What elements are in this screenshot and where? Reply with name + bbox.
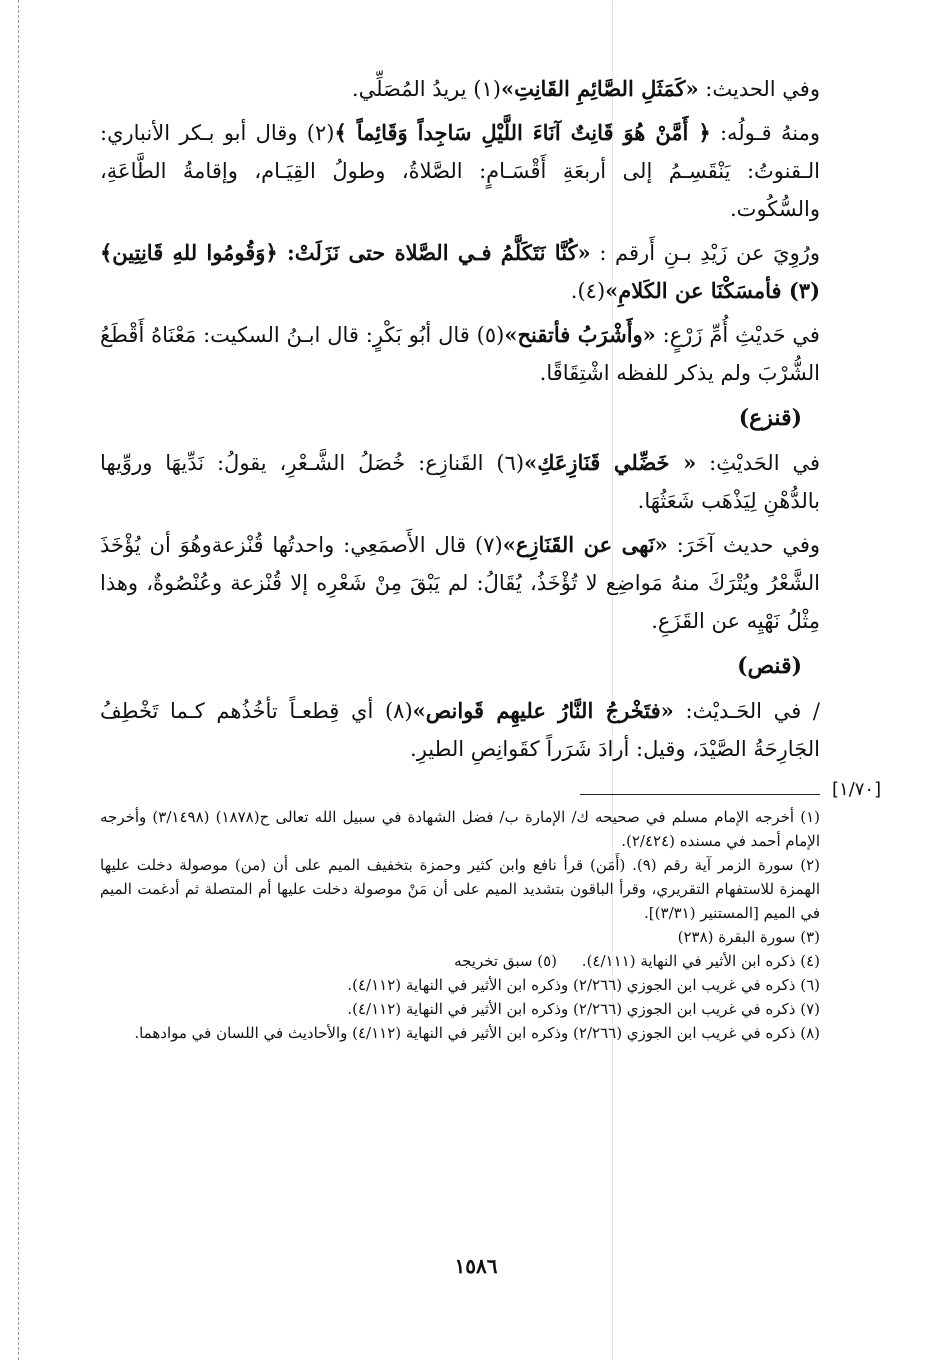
- paragraph-text: (٤).: [570, 279, 606, 303]
- paragraph-lead: في الحَديْثِ:: [709, 451, 820, 475]
- hadith-quote: «نَهى عن القَنَازِع»: [502, 532, 668, 557]
- paragraph-lead: ورُوِيَ عن زَيْدِ بـنِ أَرقم :: [599, 241, 820, 265]
- hadith-quote: «فتَخْرجُ النَّارُ عليهِم قَوانص»: [412, 698, 674, 723]
- paragraph-lead: في حَديْثِ أُمِّ زَرْعٍ:: [662, 323, 820, 347]
- hadith-quote: « خَضِّلي قَنَازِعَكِ»: [524, 450, 697, 475]
- paragraph-3: [100, 234, 820, 310]
- paragraph-text: (٦) القَنازِع: خُصَلُ الشَّـعْرِ، يقولُ: نَدِّيهَا وروِّيها بالدُّهْنِ لِيَذْهَب شَعَثُهَا.: [100, 451, 820, 513]
- page-body: [100, 70, 820, 1045]
- paragraph-lead: وفي الحديث:: [705, 77, 820, 101]
- paragraph-lead: / في الحَـديْث:: [685, 699, 820, 723]
- paragraph-lead: ومنهُ قـولُه:: [719, 121, 820, 145]
- page-number: ١٥٨٦: [454, 1254, 498, 1278]
- paragraph-4: [100, 316, 820, 392]
- footnote-7: (٧) ذكره في غريب ابن الجوزي (٢/٢٦٦) وذكره ابن الأثير في النهاية (٤/١١٢).: [347, 1000, 820, 1018]
- footnote-4: (٤) ذكره ابن الأثير في النهاية (٤/١١١).: [581, 952, 820, 970]
- paragraph-6: [100, 526, 820, 640]
- paragraph-text: (١) يريدُ المُصَلِّي.: [351, 77, 501, 101]
- hadith-quote: «كُنَّا نَتَكَلَّمُ فـي الصَّلاة حتى نَزَلَتْ: ﴿وَقُومُوا للهِ قَانِتِين﴾(٣) فأمسَكْنَا عن الكَلامِ»: [100, 240, 820, 303]
- footnote-4-5: [100, 949, 820, 973]
- hadith-quote: «كَمَثَلِ الصَّائِمِ القَانِتِ»: [500, 76, 699, 101]
- paragraph-text: (٥) قال أبُو بَكْرٍ: قال ابـنُ السكيت: مَعْنَاهُ أَقْطَعُ الشُّرْبَ ولم يذكر للفظه اشْتِقَاقًا.: [100, 323, 820, 385]
- footnote-3: (٣) سورة البقرة (٢٣٨): [677, 928, 820, 946]
- footnotes: [100, 805, 820, 1045]
- paragraph-5: [100, 444, 820, 520]
- page-fold-line: [18, 0, 19, 1360]
- entry-heading-qanas: (قنص): [737, 653, 802, 679]
- paragraph-7: [100, 692, 820, 768]
- main-text: [100, 70, 820, 768]
- quran-verse: ﴿ أَمَّنْ هُوَ قَانِتٌ آنَاءَ اللَّيْلِ سَاجِداً وَقَائِماً ﴾: [334, 120, 711, 145]
- paragraph-text: (٢) وقال أبو بـكر الأنباري: الـقنوتُ: يَنْقَسِـمُ إلى أربعَةِ أَقْسَـامٍ: الصَّلاةُ، وطولُ القِيَـام، وإقامةُ الطَّاعَةِ، والسُّكُوت.: [100, 121, 820, 221]
- paragraph-lead: وفي حديث آخَرَ:: [676, 533, 821, 557]
- entry-heading-qanza: (قنزع): [738, 405, 802, 431]
- footnote-5: (٥) سبق تخريجه: [454, 952, 558, 970]
- paragraph-text: (٨) أي قِطعـاً تأخُذُهم كـما تَخْطِفُ الجَارِحَةُ الصَّيْدَ، وقيل: أرادَ شَرَراً كقَوانِصِ الطيرِ.: [100, 699, 820, 761]
- paragraph-text: (٧) قال الأَصمَعِي: واحدتُها قُنْزعةوهُوَ أن يُؤْخَذَ الشَّعْرُ ويُتْرَكَ منهُ مَواضِع لا تُؤْخَذُ، يُقَالُ: لم يَبْقَ مِنْ شَعْرِه إلا قُنْزعة وعُنْصُوةٌ، وهذا مِثْلُ نَهْيِه عن القَزَعِ.: [100, 533, 820, 633]
- hadith-quote: «وأَشْرَبُ فأتقنح»: [504, 322, 656, 347]
- footnote-2: (٢) سورة الزمر آية رقم (٩). (أَمَن) قرأ نافع وابن كثير وحمزة بتخفيف الميم على أن (من) موصولة دخلت عليها الهمزة للاستفهام التقريري، وقرأ الباقون بتشديد الميم على أن مَنْ موصولة دخلت عليها أم المتصلة ثم أدغمت الميم في الميم [المستنير (٣/٣١)].: [100, 856, 820, 922]
- paragraph-1: [100, 70, 820, 108]
- paragraph-2: [100, 114, 820, 228]
- margin-reference: [١/٧٠]: [832, 779, 882, 800]
- footnote-8: (٨) ذكره في غريب ابن الجوزي (٢/٢٦٦) وذكره ابن الأثير في النهاية (٤/١١٢) والأحاديث في اللسان في موادهما.: [134, 1024, 820, 1042]
- footnote-separator: [580, 794, 820, 795]
- footnote-1: (١) أخرجه الإمام مسلم في صحيحه ك/ الإمارة ب/ فضل الشهادة في سبيل الله تعالى ح(١٨٧٨) (٣/١٤٩٨) وأخرجه الإمام أحمد في مسنده (٢/٤٢٤).: [100, 808, 820, 850]
- footnote-6: (٦) ذكره في غريب ابن الجوزي (٢/٢٦٦) وذكره ابن الأثير في النهاية (٤/١١٢).: [347, 976, 820, 994]
